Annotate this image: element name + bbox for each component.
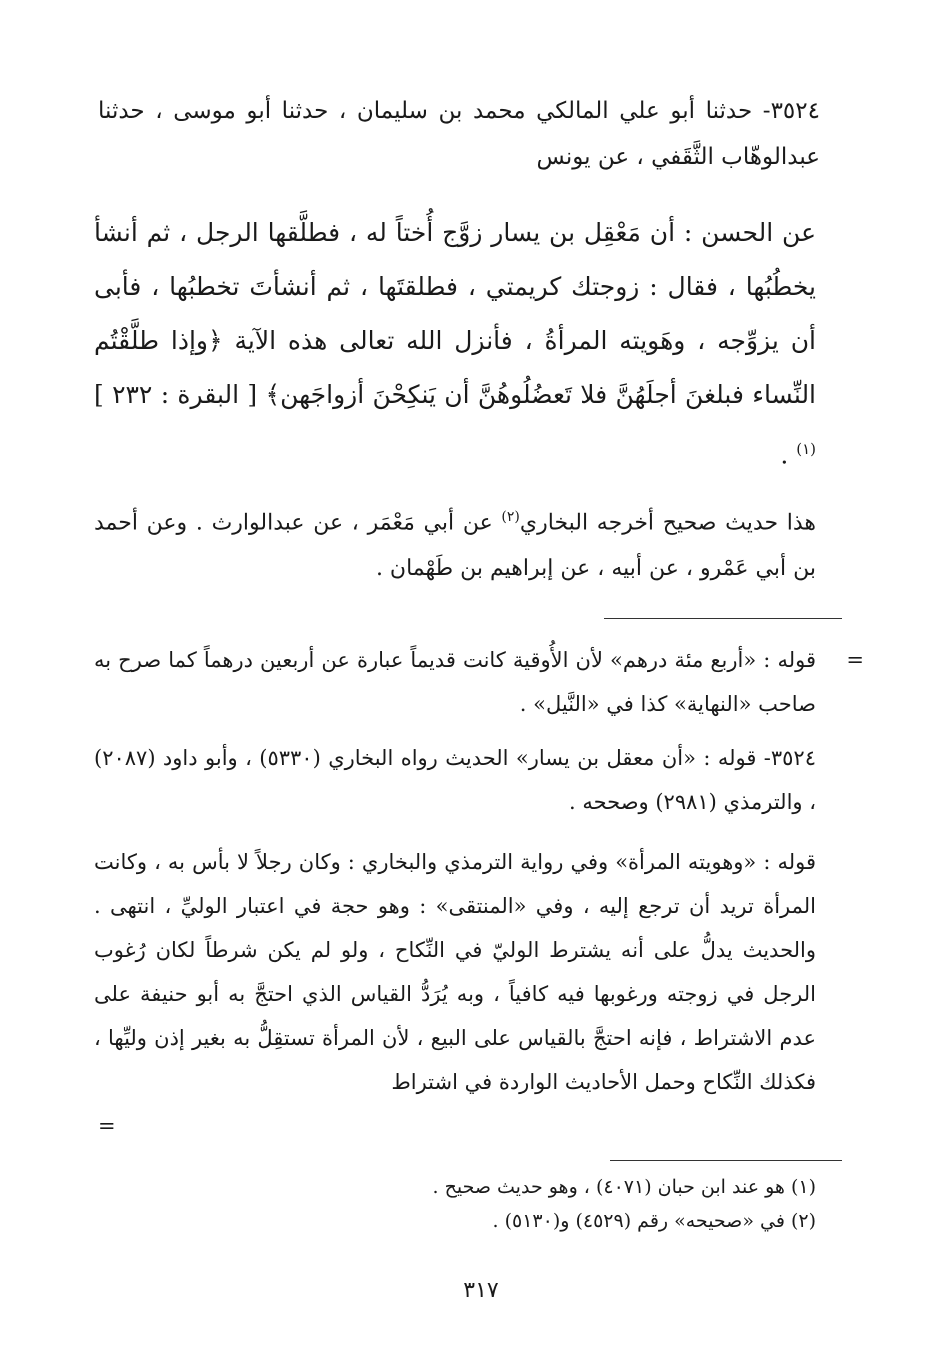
hadith-isnad: ٣٥٢٤- حدثنا أبو علي المالكي محمد بن سليمان ، حدثنا أبو موسى ، حدثنا عبدالوهّاب الثَّقَفي ، عن يونس	[98, 98, 820, 170]
hadith-matn	[94, 206, 842, 482]
hadith-matn-end: .	[780, 440, 797, 470]
takhrij-text-1: هذا حديث صحيح أخرجه البخاري	[519, 510, 817, 536]
takhrij-text-2: عن أبي مَعْمَر ، عن عبدالوارث . وعن أحمد بن أبي عَمْرو ، عن أبيه ، عن إبراهيم بن طَهْمان .	[94, 510, 816, 582]
commentary-paragraph-3: قوله : «وهويته المرأة» وفي رواية الترمذي والبخاري : وكان رجلاً لا بأس به ، وكانت المرأة تريد أن ترجع إليه ، وفي «المنتقى» : وهو حجة في اعتبار الوليِّ ، انتهى . والحديث يدلُّ على أنه يشترط الوليّ في النِّكاح ، ولو لم يكن شرطاً لكان رُغوب الرجل في زوجته ورغوبها فيه كافياً ، وبه يُرَدُّ القياس الذي احتجَّ به أبو حنيفة على عدم الاشتراط ، فإنه احتجَّ بالقياس على البيع ، لأن المرأة تستقِلُّ به بغير إذن وليِّها ، فكذلك النِّكاح وحمل الأحاديث الواردة في اشتراط	[94, 850, 816, 1094]
commentary-paragraph-2: ٣٥٢٤- قوله : «أن معقل بن يسار» الحديث رواه البخاري (٥٣٣٠) ، وأبو داود (٢٠٨٧) ، والترمذي (٢٩٨١) وصححه .	[94, 746, 816, 814]
footnote-ref-2[interactable]: (٢)	[501, 509, 520, 525]
footnote-1: (١) هو عند ابن حبان (٤٠٧١) ، وهو حديث صحيح .	[432, 1176, 816, 1198]
hadith-takhrij	[94, 494, 842, 592]
hadith-matn-text: عن الحسن : أن مَعْقِل بن يسار زوَّج أُختاً له ، فطلَّقها الرجل ، ثم أنشأ يخطُبُها ، فقال : زوجتك كريمتي ، فطلقتَها ، ثم أنشأتَ تخطبُها ، فأبى أن يزوِّجه ، وهَويته المرأةُ ، فأنزل الله تعالى هذه الآية ﴿وإذا طلَّقْتُم النِّساء فبلغنَ أجلَهُنَّ فلا تَعضُلُوهُنَّ أن يَنكِحْنَ أزواجَهن﴾ [ البقرة : ٢٣٢ ]	[94, 218, 817, 409]
footnotes-divider	[610, 1160, 842, 1161]
commentary-paragraph-1: قوله : «أربع مئة درهم» لأن الأُوقية كانت قديماً عبارة عن أربعين درهماً كما صرح به صاحب «النهاية» كذا في «النَّيل» .	[94, 648, 816, 716]
footnote-ref-1[interactable]: (١)	[796, 440, 816, 458]
continuation-mark-start: =	[846, 648, 864, 672]
footnote-2: (٢) في «صحيحه» رقم (٤٥٢٩) و(٥١٣٠) .	[492, 1210, 816, 1232]
footnotes	[120, 1170, 842, 1238]
page-number: ٣١٧	[463, 1278, 499, 1303]
continuation-mark-end: =	[98, 1114, 116, 1138]
commentary-divider	[604, 618, 842, 619]
